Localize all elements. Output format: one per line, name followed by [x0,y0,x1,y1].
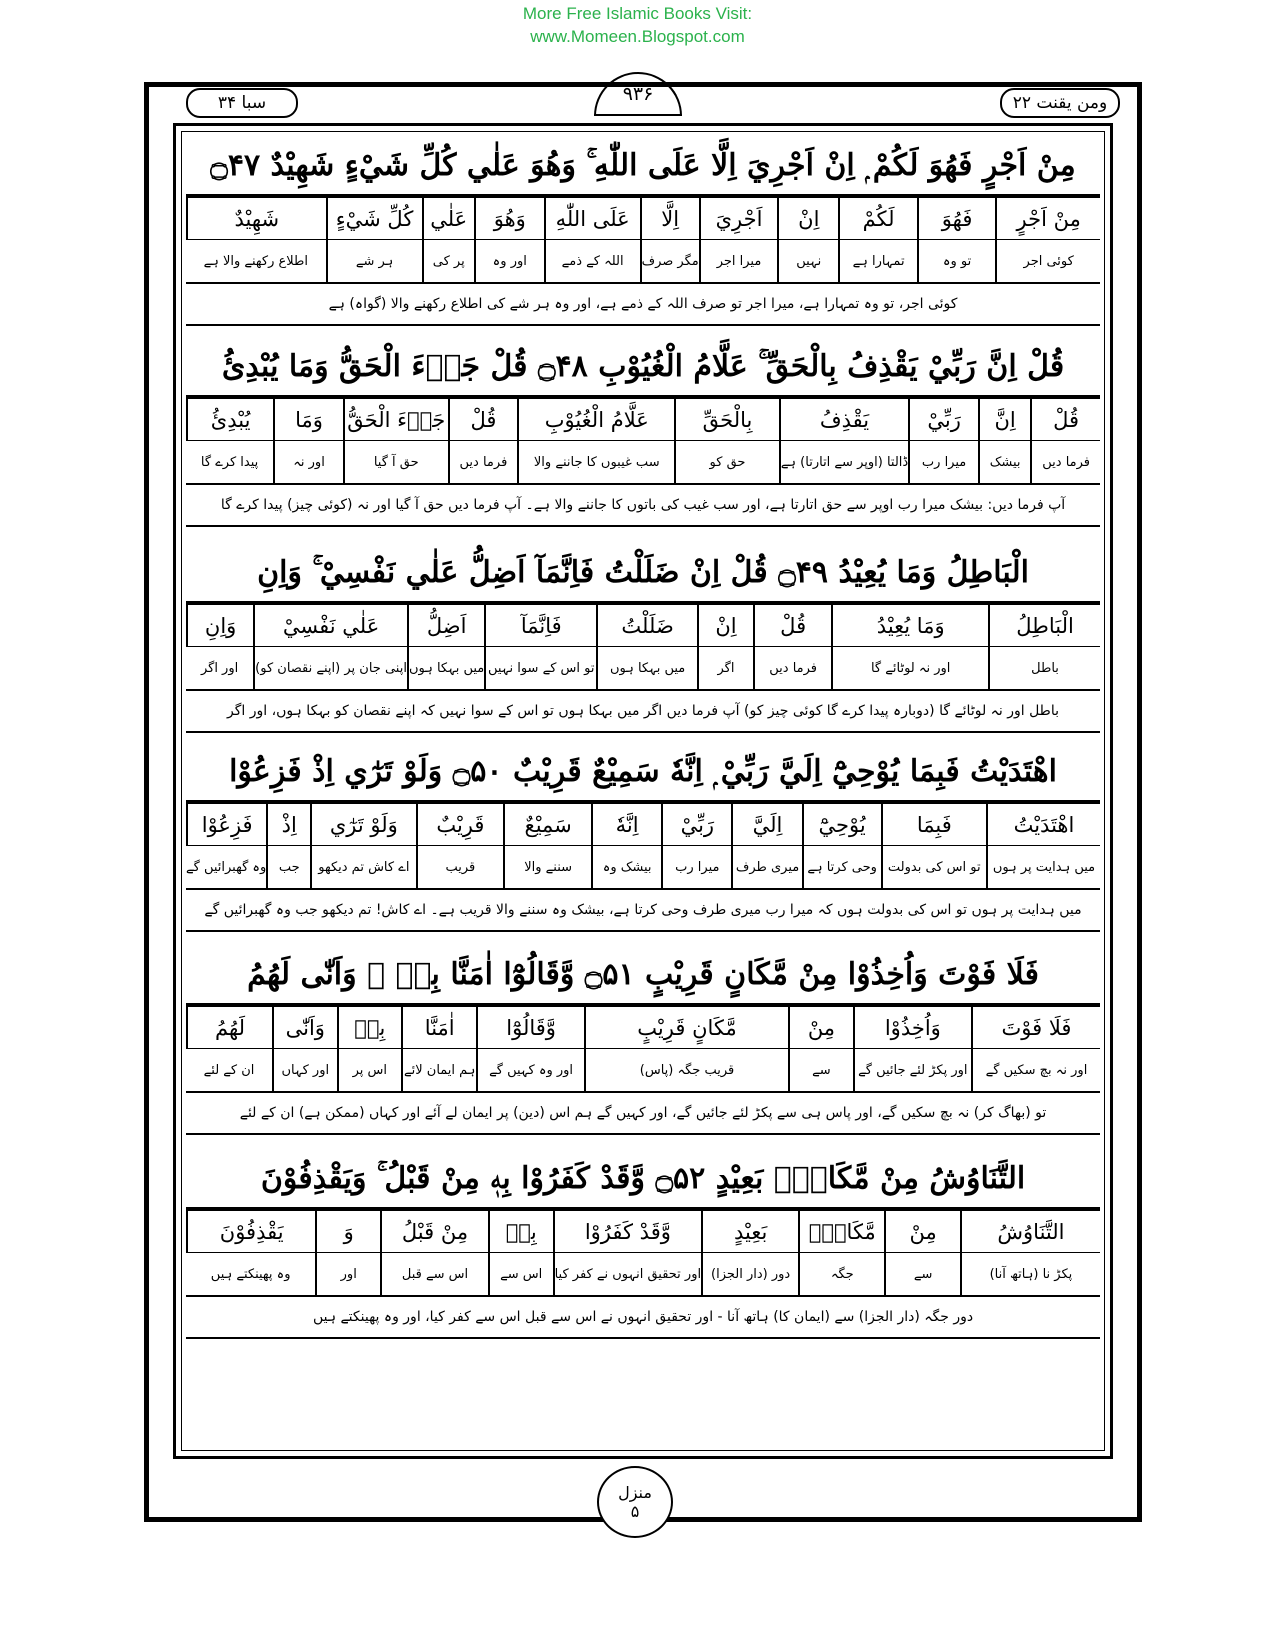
word-arabic: بِهٖ [488,1211,553,1253]
word-meaning: اور وہ [474,240,544,282]
word-meaning: اس سے [488,1253,553,1295]
word-meaning: سننے والا [503,846,591,888]
word-meaning: قریب [416,846,504,888]
word-arabic: وَّقَدْ كَفَرُوْا [553,1211,702,1253]
word-arabic: فَهُوَ [917,198,996,240]
word-meaning: کوئی اجر [995,240,1100,282]
word-meaning: تو وہ [917,240,996,282]
word-arabic: اِنْ [777,198,838,240]
word-meaning: تمہارا ہے [838,240,917,282]
word-meaning: اور تحقیق انہوں نے کفر کیا [553,1253,702,1295]
promo-line-1: More Free Islamic Books Visit: [522,4,753,23]
word-meaning: میں بہکا ہوں [407,647,484,689]
word-meaning: وہ گھبرائیں گے [186,859,267,875]
word-arabic: وَهُوَ [474,198,544,240]
word-meaning: دور (دار الجزا) [701,1253,798,1295]
word-arabic: يَقْذِفُ [779,399,908,441]
translation-line: تو (بھاگ کر) نہ بچ سکیں گے، اور پاس ہی سے پکڑ لئے جائیں گے، اور کہیں گے ہم اس (دین) پر ایمان لے آئے اور کہاں (ممکن ہے) ان کے لئے [186,1093,1100,1135]
word-meaning: سے [884,1253,959,1295]
word-meaning: ڈالتا (اوپر سے اتارتا) ہے [779,441,908,483]
word-meaning: پیدا کرے گا [200,454,259,470]
word-meaning: تو اس کے سوا نہیں [484,647,596,689]
word-meaning: بیشک [978,441,1030,483]
word-arabic: مَّكَانٍ قَرِيْبٍ [584,1007,788,1049]
word-arabic: سَمِيْعٌ [503,804,591,846]
word-arabic: يُبْدِئُ [186,399,273,441]
word-grid [186,397,1100,485]
word-arabic: رَبِّيْ [661,804,731,846]
word-meaning: وہ پھینکتے ہیں [210,1266,291,1282]
word-arabic: جَاۗءَ الْحَقُّ [343,399,448,441]
word-meaning: فرما دیں [1030,441,1100,483]
verse-line: اهْتَدَيْتُ فَبِمَا يُوْحِيْٓ اِلَيَّ رَبِّيْ ۭ اِنَّهٗ سَمِيْعٌ قَرِيْبٌ ۝۵۰ وَلَوْ تَرٰٓي اِذْ فَزِعُوْا [186,742,1100,802]
word-meaning: اور اگر [200,660,239,676]
promo-url: www.Momeen.Blogspot.com [530,27,745,46]
word-arabic: قُلْ [1030,399,1100,441]
word-meaning: قریب جگہ (پاس) [584,1049,788,1091]
word-meaning: اور وہ کہیں گے [476,1049,584,1091]
word-meaning: پر کی [422,240,474,282]
word-meaning: جگہ [798,1253,884,1295]
word-meaning: اور [315,1253,380,1295]
word-arabic: اِنْ [697,605,753,647]
word-meaning: اگر [697,647,753,689]
header-para-name: ومن یقنت ۲۲ [1000,88,1120,118]
word-arabic: بَعِيْدٍ [701,1211,798,1253]
word-meaning: فرما دیں [753,647,831,689]
word-arabic: وَاِنِ [186,605,253,647]
translation-line: آپ فرما دیں: بیشک میرا رب اوپر سے حق اتارتا ہے، اور سب غیب کی باتوں کا جاننے والا ہے۔ آپ فرما دیں حق آ گیا اور نہ (کوئی چیز) پیدا کرے گا [186,485,1100,527]
word-meaning: میری طرف [731,846,801,888]
word-grid [186,603,1100,691]
word-arabic: فَاِنَّمَآ [484,605,596,647]
word-meaning: اس سے قبل [380,1253,488,1295]
word-arabic: قُلْ [448,399,518,441]
word-arabic: اِلَيَّ [731,804,801,846]
verse-line: التَّنَاوُشُ مِنْ مَّكَانٍۢ بَعِيْدٍ ۝۵۲ وَّقَدْ كَفَرُوْا بِهٖ مِنْ قَبْلُ ۚ وَيَقْذِفُوْنَ [186,1149,1100,1209]
word-meaning: اس پر [337,1049,402,1091]
word-arabic: يُوْحِيْٓ [802,804,881,846]
word-arabic: مِنْ [884,1211,959,1253]
manzil-badge [597,1466,673,1538]
word-grid [186,802,1100,890]
word-arabic: مَّكَانٍۢ [798,1211,884,1253]
word-meaning: میرا اجر [699,240,778,282]
word-arabic: قُلْ [753,605,831,647]
word-arabic: فَزِعُوْا [186,804,266,846]
word-meaning: اپنی جان پر (اپنے نقصان کو) [253,647,407,689]
verse-line: فَلَا فَوْتَ وَاُخِذُوْا مِنْ مَّكَانٍ قَرِيْبٍ ۝۵۱ وَّقَالُوْٓا اٰمَنَّا بِهٖ ۚ وَاَنّٰى لَهُمُ [186,945,1100,1005]
word-arabic: اِنَّهٗ [591,804,661,846]
word-arabic: التَّنَاوُشُ [960,1211,1100,1253]
word-meaning: تو اس کی بدولت [881,846,986,888]
word-meaning: حق کو [674,441,779,483]
word-arabic: اِذْ [266,804,310,846]
header-surah-name: سبا ۳۴ [186,88,298,118]
word-arabic: عَلٰي نَفْسِيْ [253,605,407,647]
word-arabic: اَضِلُّ [407,605,484,647]
verse-line: مِنْ اَجْرٍ فَهُوَ لَكُمْ ۭ اِنْ اَجْرِيَ اِلَّا عَلَى اللّٰهِ ۚ وَهُوَ عَلٰي كُلِّ شَيْءٍ شَهِيْدٌ ۝۴۷ [186,136,1100,196]
word-arabic: مِنْ قَبْلُ [380,1211,488,1253]
word-meaning: باطل [988,647,1100,689]
word-meaning: فرما دیں [448,441,518,483]
word-arabic: فَلَا فَوْتَ [971,1007,1100,1049]
word-arabic: وَمَا يُعِيْدُ [831,605,988,647]
word-arabic: لَكُمْ [838,198,917,240]
word-grid [186,1005,1100,1093]
word-arabic: لَهُمُ [186,1007,272,1049]
word-arabic: وَّقَالُوْٓا [476,1007,584,1049]
word-arabic: اِلَّا [640,198,699,240]
word-arabic: بِالْحَقِّ [674,399,779,441]
word-arabic: قَرِيْبٌ [416,804,504,846]
word-arabic: شَهِيْدٌ [186,198,326,240]
word-meaning: ہر شے [326,240,422,282]
word-meaning: میں ہدایت پر ہوں [986,846,1100,888]
word-meaning: اور نہ لوٹائے گا [831,647,988,689]
word-arabic: وَلَوْ تَرٰٓي [310,804,415,846]
word-arabic: عَلَى اللّٰهِ [544,198,640,240]
word-arabic: وَ [315,1211,380,1253]
word-meaning: جب [266,846,310,888]
page-number: ۹۳۶ [594,72,682,116]
word-meaning: اللہ کے ذمے [544,240,640,282]
translation-line: دور جگہ (دار الجزا) سے (ایمان کا) ہاتھ آنا - اور تحقیق انہوں نے اس سے قبل اس سے کفر کیا، اور وہ پھینکتے ہیں [186,1297,1100,1339]
word-arabic: وَاُخِذُوْا [853,1007,971,1049]
word-meaning: بیشک وہ [591,846,661,888]
translation-line: میں ہدایت پر ہوں تو اس کی بدولت ہوں کہ میرا رب میری طرف وحی کرتا ہے، بیشک وہ سننے والا قریب ہے۔ اے کاش! تم دیکھو جب وہ گھبرائیں گے [186,890,1100,932]
translation-line: باطل اور نہ لوٹائے گا (دوبارہ پیدا کرے گا کوئی چیز کو) آپ فرما دیں اگر میں بہکا ہوں تو اس کے سوا نہیں کہ اپنے نقصان کو بہکا ہوں، اور اگر [186,691,1100,733]
word-meaning: میرا رب [908,441,978,483]
manzil-label: منزل [618,1483,652,1502]
word-meaning: نہیں [777,240,838,282]
word-meaning: اور نہ بچ سکیں گے [971,1049,1100,1091]
word-meaning: اور پکڑ لئے جائیں گے [853,1049,971,1091]
word-meaning: میں بہکا ہوں [596,647,697,689]
word-arabic: اِنَّ [978,399,1030,441]
word-arabic: مِنْ اَجْرٍ [995,198,1100,240]
word-arabic: اهْتَدَيْتُ [986,804,1100,846]
word-meaning: سے [788,1049,853,1091]
word-arabic: ضَلَلْتُ [596,605,697,647]
word-arabic: كُلِّ شَيْءٍ [326,198,422,240]
word-meaning: حق آ گیا [343,441,448,483]
word-meaning: اور نہ [273,441,343,483]
word-meaning: مگر صرف [640,240,699,282]
word-meaning: اطلاع رکھنے والا ہے [203,253,308,269]
word-arabic: مِنْ [788,1007,853,1049]
word-arabic: اٰمَنَّا [401,1007,476,1049]
verse-line: قُلْ اِنَّ رَبِّيْ يَقْذِفُ بِالْحَقِّ ۚ عَلَّامُ الْغُيُوْبِ ۝۴۸ قُلْ جَاۗءَ الْحَقُّ وَمَا يُبْدِئُ [186,337,1100,397]
word-meaning: اور کہاں [272,1049,337,1091]
word-arabic: عَلٰي [422,198,474,240]
word-arabic: رَبِّيْ [908,399,978,441]
verse-line: الْبَاطِلُ وَمَا يُعِيْدُ ۝۴۹ قُلْ اِنْ ضَلَلْتُ فَاِنَّمَآ اَضِلُّ عَلٰي نَفْسِيْ ۚ وَاِنِ [186,543,1100,603]
word-arabic: وَاَنّٰى [272,1007,337,1049]
word-meaning: ہم ایمان لائے [401,1049,476,1091]
word-arabic: يَقْذِفُوْنَ [186,1211,315,1253]
word-meaning: ان کے لئے [203,1062,255,1078]
translation-line: کوئی اجر، تو وہ تمہارا ہے، میرا اجر تو صرف اللہ کے ذمے ہے، اور وہ ہر شے کی اطلاع رکھنے والا (گواہ) ہے [186,284,1100,326]
word-meaning: سب غیبوں کا جاننے والا [517,441,674,483]
word-meaning: پکڑ نا (ہاتھ آنا) [960,1253,1100,1295]
word-arabic: بِهٖ [337,1007,402,1049]
word-arabic: فَبِمَا [881,804,986,846]
word-grid [186,1209,1100,1297]
word-arabic: الْبَاطِلُ [988,605,1100,647]
word-meaning: وحی کرتا ہے [802,846,881,888]
word-arabic: عَلَّامُ الْغُيُوْبِ [517,399,674,441]
word-arabic: وَمَا [273,399,343,441]
word-arabic: اَجْرِيَ [699,198,778,240]
word-meaning: میرا رب [661,846,731,888]
word-meaning: اے کاش تم دیکھو [310,846,415,888]
word-grid [186,196,1100,284]
manzil-number: ۵ [630,1502,640,1521]
